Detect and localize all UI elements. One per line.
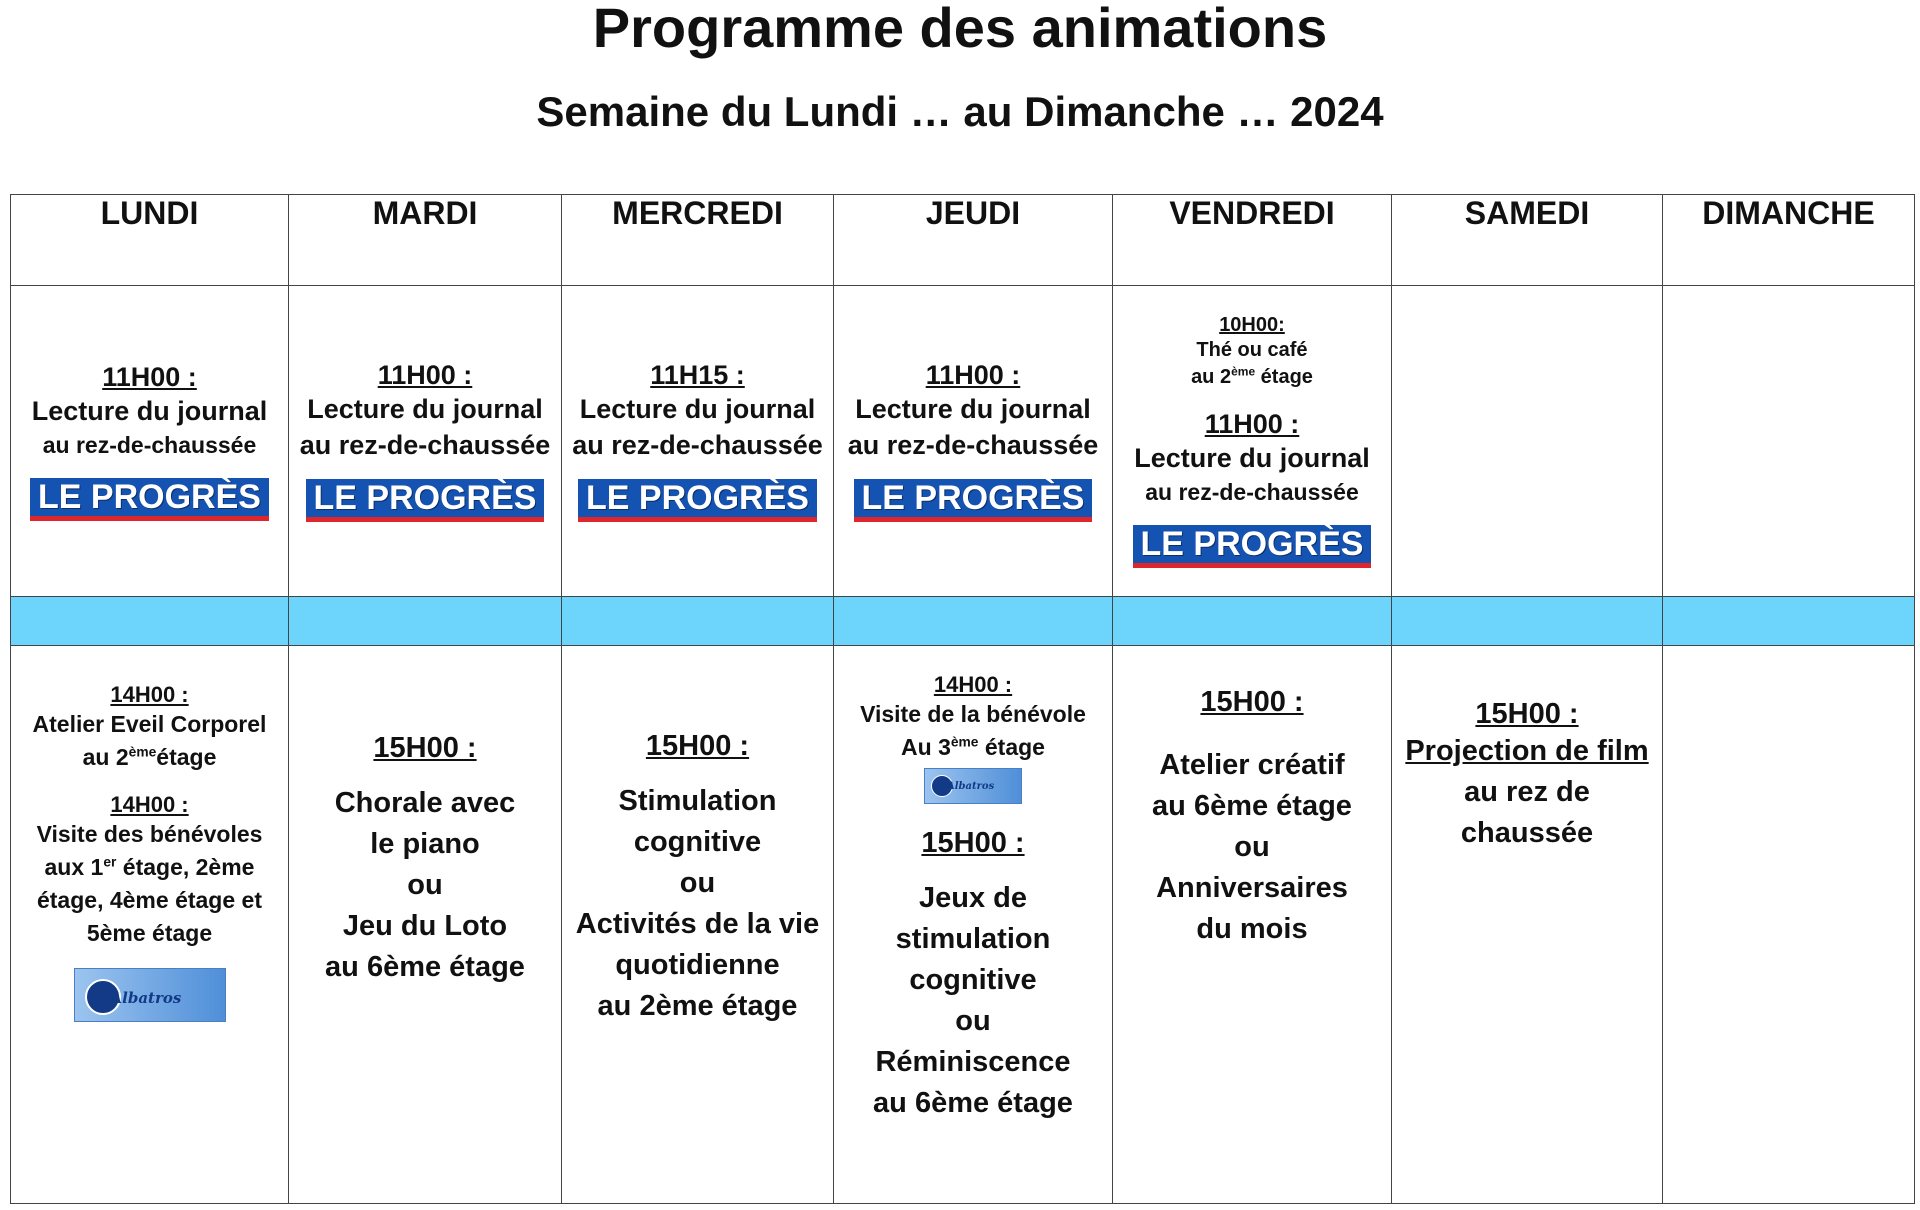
event-line: Jeu du Loto [342, 910, 508, 942]
event-line: ou [679, 867, 716, 899]
event-line: Lecture du journal [1134, 443, 1370, 473]
albatros-logo: Albatros [924, 768, 1022, 804]
le-progres-logo: LE PROGRÈS [30, 478, 269, 521]
event-line: au 2ème étage [1191, 364, 1313, 388]
afternoon-row [11, 646, 1915, 1204]
page-title: Programme des animations [592, 0, 1328, 59]
morning-cell-samedi [1392, 286, 1663, 597]
event-line: au 6ème étage [325, 951, 525, 983]
event-line: 5ème étage [86, 920, 213, 946]
event-line: Activités de la vie [575, 908, 820, 940]
day-header-samedi: SAMEDI [1392, 195, 1663, 286]
event-time: 15H00 : [921, 827, 1025, 859]
event-line: Anniversaires [1156, 872, 1348, 904]
event-line: Lecture du journal [307, 394, 543, 424]
event-time: 15H00 : [1200, 686, 1304, 718]
afternoon-cell-mercredi [562, 646, 834, 1204]
event-line: stimulation [895, 923, 1051, 955]
day-header-vendredi: VENDREDI [1113, 195, 1392, 286]
day-header-mercredi: MERCREDI [562, 195, 834, 286]
morning-row [11, 286, 1915, 597]
afternoon-cell-lundi [11, 646, 289, 1204]
event-line: Atelier créatif [1159, 749, 1345, 781]
event-line: du mois [1196, 913, 1308, 945]
le-progres-logo: LE PROGRÈS [306, 479, 545, 522]
event-time: 15H00 : [373, 732, 477, 764]
event-line: Visite de la bénévole [860, 701, 1086, 727]
event-line: au rez-de-chaussée [1145, 479, 1359, 505]
event-line: Thé ou café [1196, 339, 1308, 361]
event-time: 11H00 : [102, 361, 197, 392]
afternoon-cell-dimanche [1663, 646, 1915, 1204]
event-line: au 2ème étage [597, 990, 798, 1022]
event-line: Réminiscence [875, 1046, 1071, 1078]
weekly-schedule-table [10, 194, 1915, 1204]
morning-cell-vendredi [1113, 286, 1392, 597]
le-progres-logo: LE PROGRÈS [854, 479, 1093, 522]
event-line: au rez-de-chaussée [299, 430, 551, 460]
event-line: au 2èmeétage [82, 744, 217, 770]
afternoon-cell-mardi [289, 646, 562, 1204]
event-line: Jeux de [919, 882, 1027, 914]
event-line: au rez de [1464, 776, 1590, 808]
event-line: au 6ème étage [1152, 790, 1352, 822]
morning-cell-lundi [11, 286, 289, 597]
event-line: Lecture du journal [855, 394, 1091, 424]
morning-cell-jeudi [834, 286, 1113, 597]
page-subtitle: Semaine du Lundi … au Dimanche … 2024 [536, 88, 1384, 135]
day-header-jeudi: JEUDI [834, 195, 1113, 286]
event-line: étage, 4ème étage et [36, 887, 262, 913]
event-line: Atelier Eveil Corporel [32, 711, 267, 737]
event-line: Lecture du journal [31, 395, 268, 426]
event-line: Chorale avec [334, 787, 516, 819]
event-time: 14H00 : [110, 792, 189, 817]
morning-cell-dimanche [1663, 286, 1915, 597]
event-line: au 6ème étage [873, 1087, 1073, 1119]
le-progres-logo: LE PROGRÈS [578, 479, 817, 522]
afternoon-cell-jeudi [834, 646, 1113, 1204]
event-time: 14H00 : [933, 672, 1013, 697]
day-header-row [11, 195, 1915, 286]
event-time: 10H00: [1219, 314, 1285, 336]
event-line: quotidienne [615, 949, 780, 981]
event-line: Projection de film [1405, 735, 1649, 767]
event-line: chaussée [1460, 817, 1594, 849]
event-line: cognitive [909, 964, 1037, 996]
event-line: le piano [370, 828, 480, 860]
le-progres-logo: LE PROGRÈS [1133, 525, 1372, 568]
event-line: au rez-de-chaussée [42, 431, 257, 458]
event-time: 15H00 : [645, 730, 750, 762]
event-time: 15H00 : [1475, 698, 1579, 730]
day-header-mardi: MARDI [289, 195, 562, 286]
separator-band [11, 597, 1915, 646]
event-time: 14H00 : [110, 682, 189, 707]
event-line: Stimulation [618, 785, 777, 817]
event-time: 11H15 : [650, 360, 745, 390]
morning-cell-mardi [289, 286, 562, 597]
event-time: 11H00 : [377, 360, 473, 390]
event-time: 11H00 : [1204, 409, 1300, 439]
afternoon-cell-samedi [1392, 646, 1663, 1204]
morning-cell-mercredi [562, 286, 834, 597]
event-time: 11H00 : [925, 360, 1021, 390]
event-line: ou [955, 1005, 991, 1037]
afternoon-cell-vendredi [1113, 646, 1392, 1204]
day-header-dimanche: DIMANCHE [1663, 195, 1915, 286]
albatros-logo: Albatros [74, 968, 226, 1022]
event-line: au rez-de-chaussée [847, 430, 1099, 460]
day-header-lundi: LUNDI [11, 195, 289, 286]
event-line: Visite des bénévoles [36, 821, 263, 847]
event-line: aux 1er étage, 2ème [44, 854, 255, 880]
event-line: Lecture du journal [579, 394, 816, 424]
event-line: ou [407, 869, 443, 901]
event-line: au rez-de-chaussée [572, 430, 823, 460]
event-line: cognitive [633, 826, 762, 858]
event-line: ou [1234, 831, 1270, 863]
event-line: Au 3ème étage [901, 734, 1045, 760]
